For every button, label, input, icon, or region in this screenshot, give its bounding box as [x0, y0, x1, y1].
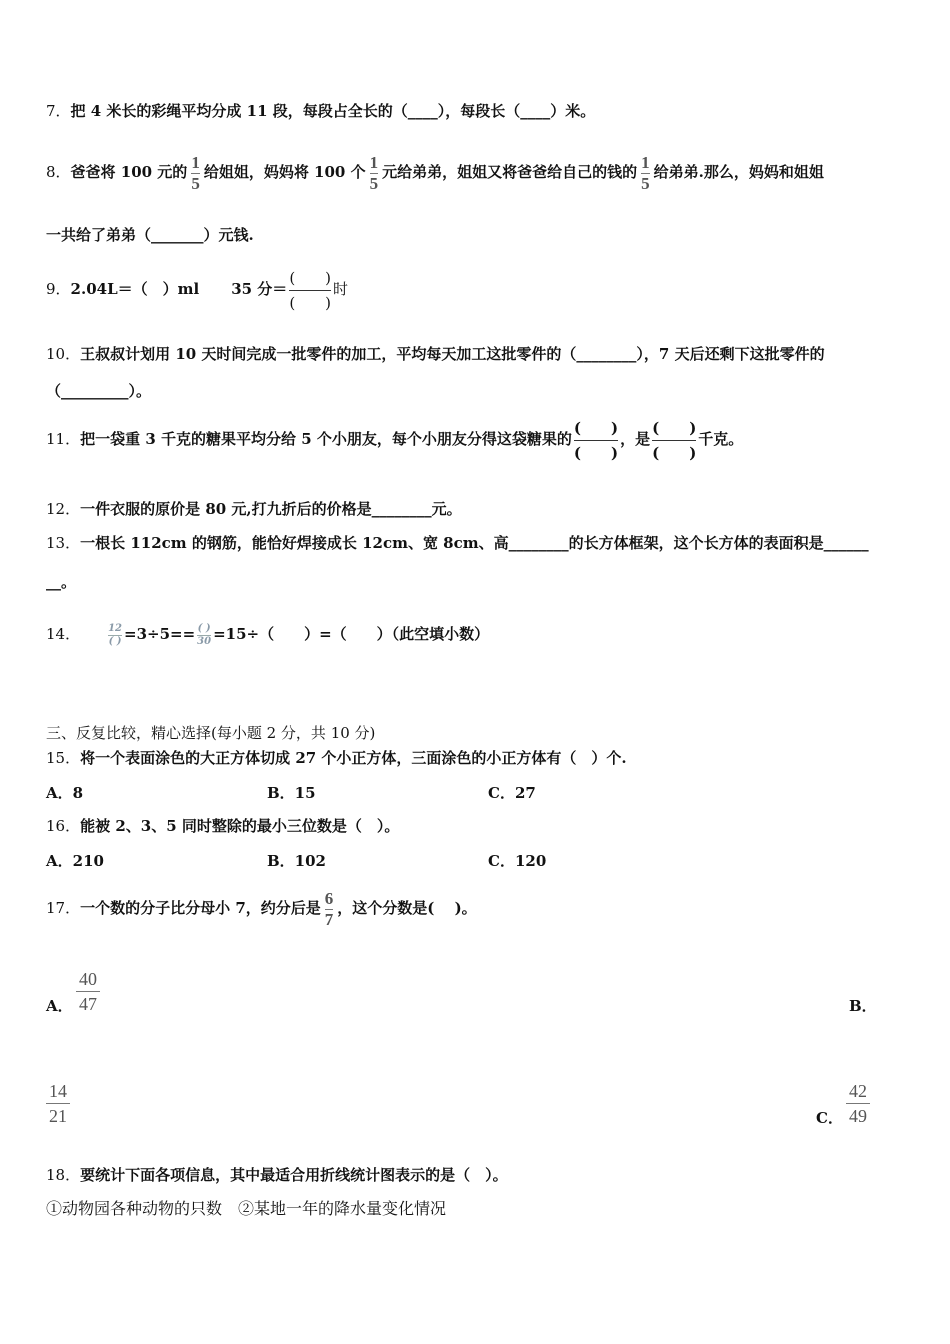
- option-b-fraction: 14 21: [46, 1079, 70, 1128]
- question-18: 18．要统计下面各项信息，其中最适合用折线统计图表示的是（ ）。: [46, 1166, 508, 1184]
- option-c: C．: [816, 1109, 843, 1127]
- question-13-continued: __。: [46, 573, 77, 591]
- question-7: 7．把 4 米长的彩绳平均分成 11 段，每段占全长的（____），每段长（____）米。: [46, 102, 596, 120]
- handwritten-fraction: 12 ( ): [108, 622, 123, 647]
- fraction-1-5: $\frac{1}{5}$: [641, 152, 650, 193]
- option-c: C．120: [488, 852, 547, 870]
- question-16: 16．能被 2、3、5 同时整除的最小三位数是（ ）。: [46, 817, 400, 835]
- blank-fraction: ( ) ( ): [574, 416, 618, 465]
- fraction-1-5: $\frac{1}{5}$: [369, 152, 379, 193]
- blank-fraction: ( ) ( ): [652, 416, 696, 465]
- option-a: A．8: [46, 784, 84, 802]
- question-9: 9．2.04L＝（ ）ml 35 分＝ ( ) ( ) 时: [46, 262, 348, 316]
- option-c: C．27: [488, 784, 536, 802]
- handwritten-fraction: ( ) 30: [197, 622, 212, 647]
- question-13: 13．一根长 112cm 的钢筋，能恰好焊接成长 12cm、宽 8cm、高________的长方体框架，这个长方体的表面积是______: [46, 534, 869, 552]
- option-a-fraction: 40 47: [76, 967, 100, 1016]
- option-a: A．: [46, 997, 73, 1015]
- question-17: 17．一个数的分子比分母小 7，约分后是 $\frac{6}{7}$ ，这个分数是( )。: [46, 888, 477, 929]
- section-heading: 三、反复比较，精心选择(每小题 2 分，共 10 分): [46, 724, 376, 742]
- option-b: B．102: [267, 852, 326, 870]
- question-11: 11．把一袋重 3 千克的糖果平均分给 5 个小朋友，每个小朋友分得这袋糖果的 ( ) ( ) ，是 ( ) ( ) 千克。: [46, 412, 743, 466]
- question-10-continued: （_________）。: [46, 382, 152, 400]
- option-b: B．15: [267, 784, 316, 802]
- option-c-fraction: 42 49: [846, 1079, 870, 1128]
- question-8-continued: 一共给了弟弟（_______）元钱.: [46, 226, 254, 244]
- question-18-items: ①动物园各种动物的只数 ②某地一年的降水量变化情况: [46, 1199, 447, 1218]
- option-b: B．: [849, 997, 877, 1015]
- question-8: 8．爸爸将 100 元的 $\frac{1}{5}$ 给姐姐，妈妈将 100 个 $\frac{1}{5}$ 元给弟弟，姐姐又将爸爸给自己的钱的 $\frac{1}{5}$ 给弟弟.那么，妈妈和姐姐: [46, 152, 824, 193]
- fraction-1-5: $\frac{1}{5}$: [191, 152, 200, 193]
- fraction-6-7: $\frac{6}{7}$: [324, 888, 334, 929]
- option-a: A．210: [46, 852, 104, 870]
- question-12: 12．一件衣服的原价是 80 元,打九折后的价格是________元。: [46, 500, 462, 518]
- blank-fraction: ( ) ( ): [289, 266, 331, 315]
- question-14: 14． 12 ( ) =3÷5== ( ) 30 =15÷（ ）=（ ）（此空填小数）: [46, 622, 490, 647]
- question-15: 15．将一个表面涂色的大正方体切成 27 个小正方体，三面涂色的小正方体有（ ）个.: [46, 749, 627, 767]
- question-10: 10．王叔叔计划用 10 天时间完成一批零件的加工，平均每天加工这批零件的（________），7 天后还剩下这批零件的: [46, 345, 825, 363]
